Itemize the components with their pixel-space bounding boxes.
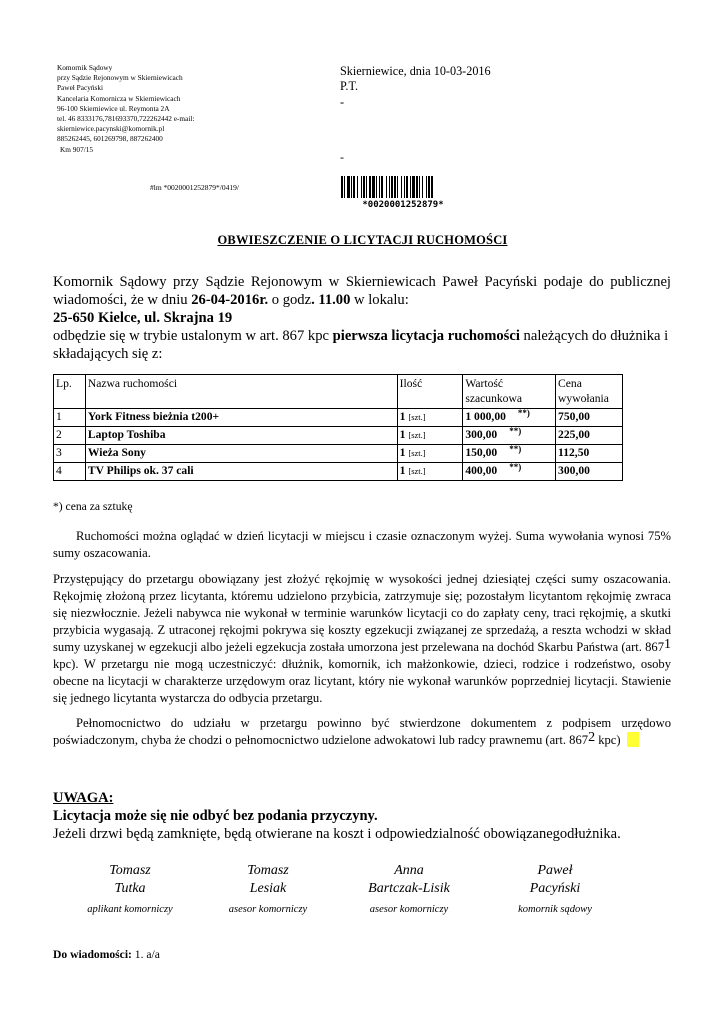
intro-line-4	[53, 327, 671, 345]
barcode-bar	[401, 176, 402, 198]
highlight-mark	[627, 732, 639, 747]
barcode-bar	[397, 176, 398, 198]
paragraph-deposit	[53, 571, 671, 707]
barcode-bar	[394, 176, 396, 198]
value-mark: **)	[517, 408, 530, 418]
letterhead-line: 96-100 Skierniewice ul. Reymonta 2A	[57, 103, 170, 113]
qty-value: 1	[399, 446, 406, 459]
header-value-line: szacunkowa	[465, 392, 522, 405]
signature-last-name: Lesiak	[249, 881, 287, 896]
barcode-bar	[363, 176, 365, 198]
barcode-bar	[412, 176, 415, 198]
cell-name: Laptop Toshiba	[85, 427, 397, 445]
paragraph-viewing: Ruchomości można oglądać w dzień licytacji w miejscu i czasie oznaczonym wyżej. Suma wywołania wynosi 75% sumy oszacowania.	[53, 529, 671, 560]
cell-price: 300,00	[556, 463, 623, 481]
barcode-bar	[428, 176, 430, 198]
barcode-bar	[391, 176, 393, 198]
barcode-bar	[357, 176, 358, 198]
header-lp: Lp.	[54, 375, 86, 409]
barcode-bar	[369, 176, 371, 198]
value-mark: **)	[509, 426, 522, 436]
barcode-bar	[389, 176, 390, 198]
intro-text-part: w lokalu:	[350, 292, 409, 308]
qty-value: 1	[399, 464, 406, 477]
intro-text	[53, 273, 671, 363]
letterhead	[57, 63, 307, 155]
barcode-bar	[416, 176, 418, 198]
cell-price: 225,00	[556, 427, 623, 445]
signature-last-name: Bartczak-Lisik	[368, 881, 450, 896]
article-superscript: 1	[664, 637, 671, 652]
signature-role: komornik sądowy	[518, 904, 592, 915]
table-row	[54, 445, 623, 463]
intro-line-1: Komornik Sądowy przy Sądzie Rejonowym w Skierniewicach Paweł Pacyński podaje do publicznej	[53, 274, 671, 290]
footnote: *) cena za sztukę	[53, 500, 133, 513]
distribution-list	[53, 948, 160, 961]
warning-text: Jeżeli drzwi będą zamknięte, będą otwierane na koszt i odpowiedzialność obowiązanegodłużnika.	[53, 826, 621, 842]
auction-date: 26-04-2016r.	[191, 292, 269, 308]
signature-last-name: Tutka	[114, 881, 146, 896]
cell-name: Wieża Sony	[85, 445, 397, 463]
table-row	[54, 463, 623, 481]
letterhead-line: 885262445, 601269798, 887262400	[57, 134, 163, 144]
cell-qty	[397, 427, 463, 445]
cell-price: 112,50	[556, 445, 623, 463]
header-value	[463, 375, 556, 409]
page-title: OBWIESZCZENIE O LICYTACJI RUCHOMOŚCI	[217, 233, 508, 247]
pt-line: P.T.	[340, 78, 359, 93]
letterhead-line: tel. 46 8333176,781693370,722262442 e-mail:	[57, 114, 195, 124]
barcode-reference: #lm *0020001252879*/0419/	[150, 183, 239, 192]
paragraph-text: kpc)	[595, 733, 621, 747]
intro-text-part: odbędzie się w trybie ustalonym w art. 867 kpc	[53, 328, 333, 344]
header-qty: Ilość	[397, 375, 463, 409]
cell-value	[463, 427, 556, 445]
cell-lp: 4	[54, 463, 86, 481]
signature-block	[60, 862, 200, 915]
paragraph-power-of-attorney	[53, 715, 671, 749]
value-mark: **)	[509, 444, 522, 454]
letterhead-line: Paweł Pacyński	[57, 83, 104, 93]
signature-first-name: Tomasz	[109, 863, 151, 878]
date-block	[340, 64, 491, 110]
unit-label: [szt.]	[408, 430, 426, 440]
header-price-line: wywołania	[558, 392, 609, 405]
intro-text-part: o godz	[268, 292, 312, 308]
cell-name: TV Philips ok. 37 cali	[85, 463, 397, 481]
date-line: Skierniewice, dnia 10-03-2016	[340, 64, 491, 78]
paragraph-text: Przystępujący do przetargu obowiązany jest złożyć rękojmię w wysokości jednej dziesiątej części sumy oszacowania. Rękojmię złożoną przez licytanta, któremu udzielono przybicia, zatrzymuje się; pozostałym licytantom rękojmię zwraca się niezwłocznie. Jeżeli nabywca nie wykonał w terminie warunków licytacji co do zapłaty ceny, traci rękojmię, a skutki przybicia wygasają. Z utraconej rękojmi pokrywa się koszty egzekucji związanej ze sprzedażą, a reszta wchodzi w skład sumy uzyskanej w egzekucji albo jeżeli egzekucja została umorzona jest przelewana na dochód Skarbu Państwa (art. 867	[53, 572, 671, 654]
warning-heading: UWAGA:	[53, 790, 114, 806]
value-amount: 1 000,00	[465, 410, 506, 423]
intro-text-part: wiadomości, że w dniu	[53, 292, 192, 308]
signature-block	[485, 862, 625, 915]
dash: -	[340, 150, 344, 164]
barcode-bar	[351, 176, 352, 198]
table-row	[54, 409, 623, 427]
signature-last-name: Pacyński	[529, 881, 581, 896]
paragraph-text: kpc). W przetargu nie mogą uczestniczyć: dłużnik, komornik, ich małżonkowie, dzieci, rodzice i rodzeństwo, osoby obecne na licytacji w charakterze urzędowym oraz licytant, który nie wykonał warunków poprzedniej licytacji. Stawienie się jednego licytanta wystarcza do odbycia przetargu.	[53, 657, 671, 705]
letterhead-line: skierniewice.pacynski@komornik.pl	[57, 124, 165, 134]
distribution-value: 1. a/a	[131, 948, 160, 961]
barcode-graphic	[340, 176, 466, 208]
case-number: Km 907/15	[60, 144, 94, 154]
barcode-bar	[386, 176, 387, 198]
distribution-label: Do wiadomości:	[53, 948, 132, 961]
cell-qty	[397, 463, 463, 481]
barcode-bar	[361, 176, 362, 198]
table-header-row	[54, 375, 623, 409]
value-amount: 400,00	[465, 464, 498, 477]
intro-line-2	[53, 291, 671, 309]
letterhead-line: Kancelaria Komornicza w Skierniewicach	[57, 93, 181, 103]
barcode-bar	[366, 176, 367, 198]
unit-label: [szt.]	[408, 448, 426, 458]
signature-block	[339, 862, 479, 915]
auction-address	[53, 309, 671, 327]
cell-lp: 2	[54, 427, 86, 445]
qty-value: 1	[399, 410, 406, 423]
unit-label: [szt.]	[408, 412, 426, 422]
auction-type: pierwsza licytacja ruchomości	[332, 328, 520, 344]
barcode-label: *0020001252879*	[362, 200, 444, 208]
letterhead-line: przy Sądzie Rejonowym w Skierniewicach	[57, 73, 183, 83]
warning-bold: Licytacja może się nie odbyć bez podania przyczyny.	[53, 808, 378, 824]
unit-label: [szt.]	[408, 466, 426, 476]
header-name: Nazwa ruchomości	[85, 375, 397, 409]
barcode-bar	[381, 176, 383, 198]
cell-lp: 3	[54, 445, 86, 463]
barcode-bar	[376, 176, 377, 198]
paragraph-text: Pełnomocnictwo do udziału w przetargu powinno być stwierdzone dokumentem z podpisem urzędowo poświadczonym, chyba że chodzi o pełnomocnictwo udzielone adwokatowi lub radcy prawnemu (art. 867	[53, 716, 671, 747]
barcode-bar	[341, 176, 343, 198]
signature-role: asesor komorniczy	[369, 904, 449, 915]
signature-role: asesor komorniczy	[228, 904, 308, 915]
value-amount: 300,00	[465, 428, 498, 441]
barcode-bar	[379, 176, 380, 198]
cell-qty	[397, 409, 463, 427]
qty-value: 1	[399, 428, 406, 441]
signature-block	[198, 862, 338, 915]
article-superscript: 2	[588, 730, 596, 745]
signature-first-name: Anna	[394, 863, 424, 878]
cell-price: 750,00	[556, 409, 623, 427]
cell-name: York Fitness bieżnia t200+	[85, 409, 397, 427]
value-mark: **)	[509, 462, 522, 472]
header-value-line: Wartość	[465, 377, 504, 390]
barcode-bar	[422, 176, 423, 198]
intro-line-5: składających się z:	[53, 346, 163, 362]
barcode-bar	[347, 176, 350, 198]
cell-value	[463, 409, 556, 427]
signature-first-name: Tomasz	[247, 863, 289, 878]
cell-value	[463, 445, 556, 463]
cell-value	[463, 463, 556, 481]
barcode-bar	[431, 176, 433, 198]
address-text: 25-650 Kielce, ul. Skrajna 19	[53, 310, 233, 326]
barcode-bar	[353, 176, 355, 198]
dash: -	[340, 95, 345, 109]
value-amount: 150,00	[465, 446, 498, 459]
header-price	[556, 375, 623, 409]
header-price-line: Cena	[558, 377, 582, 390]
barcode-bar	[344, 176, 345, 198]
barcode-bar	[419, 176, 420, 198]
letterhead-line: Komornik Sądowy	[57, 63, 113, 72]
barcode	[340, 176, 466, 208]
items-table	[53, 374, 623, 481]
table-row	[54, 427, 623, 445]
barcode-bar	[404, 176, 405, 198]
cell-lp: 1	[54, 409, 86, 427]
cell-qty	[397, 445, 463, 463]
barcode-bar	[406, 176, 408, 198]
signature-first-name: Paweł	[537, 863, 573, 878]
auction-time: . 11.00	[311, 292, 351, 308]
barcode-bar	[372, 176, 375, 198]
barcode-bar	[410, 176, 411, 198]
signature-role: aplikant komorniczy	[87, 904, 173, 915]
barcode-bar	[426, 176, 427, 198]
intro-text-part: należących do dłużnika i	[519, 328, 669, 344]
